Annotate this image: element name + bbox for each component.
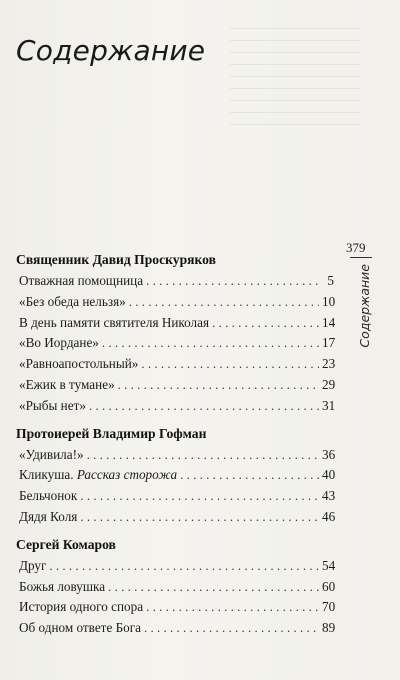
entry-title: «Без обеда нельзя» xyxy=(19,293,126,309)
entry-page: 46 xyxy=(322,508,336,524)
entry-title: Божья ловушка xyxy=(19,578,106,594)
entry-title: В день памяти святителя Николая xyxy=(19,314,210,330)
toc-entry xyxy=(16,292,334,313)
leader-dots xyxy=(89,396,319,417)
leader-dots xyxy=(146,597,319,618)
entry-page: 36 xyxy=(322,446,336,462)
leader-dots xyxy=(87,445,319,466)
leader-dots xyxy=(146,271,319,292)
page-title: Содержание xyxy=(16,34,206,67)
leader-dots xyxy=(144,618,319,639)
entry-page: 14 xyxy=(322,314,336,330)
section-author: Сергей Комаров xyxy=(16,536,116,552)
toc-section xyxy=(16,249,334,417)
toc-entry xyxy=(16,354,334,375)
leader-dots xyxy=(212,313,319,334)
entry-title: Дядя Коля xyxy=(19,508,78,524)
leader-dots xyxy=(129,292,319,313)
entry-page: 5 xyxy=(327,273,334,288)
toc-entry xyxy=(16,313,334,334)
entry-title xyxy=(19,465,177,486)
entry-page: 40 xyxy=(322,467,336,483)
entry-page: 10 xyxy=(322,293,336,309)
leader-dots xyxy=(80,486,319,507)
entry-page: 29 xyxy=(322,376,336,392)
toc-section xyxy=(16,423,334,528)
entry-title: Бельчонок xyxy=(19,488,78,504)
entry-title: Отважная помощница xyxy=(19,273,144,288)
table-of-contents xyxy=(16,249,334,639)
entry-page: 43 xyxy=(322,488,336,504)
leader-dots xyxy=(141,354,319,375)
bleed-through-lines xyxy=(230,28,360,148)
toc-entry xyxy=(16,577,334,598)
toc-entry xyxy=(16,445,334,466)
running-head: Содержание xyxy=(357,264,372,348)
entry-page: 54 xyxy=(322,557,336,573)
section-author: Священник Давид Проскуряков xyxy=(16,252,216,267)
entry-page: 31 xyxy=(322,397,336,413)
leader-dots xyxy=(102,333,319,354)
entry-title: «Ежик в тумане» xyxy=(19,376,115,392)
toc-entry xyxy=(16,618,334,639)
leader-dots xyxy=(118,375,319,396)
section-author: Протоиерей Владимир Гофман xyxy=(16,425,207,441)
entry-title: «Во Иордане» xyxy=(19,335,99,351)
entry-page: 70 xyxy=(322,599,336,615)
entry-title: Об одном ответе Бога xyxy=(19,620,142,636)
toc-entry xyxy=(16,375,334,396)
toc-entry xyxy=(16,597,334,618)
entry-title: «Удивила!» xyxy=(19,446,84,462)
entry-title: «Рыбы нет» xyxy=(19,397,86,413)
toc-entry xyxy=(16,556,334,577)
entry-title: «Равноапостольный» xyxy=(19,356,139,372)
toc-entry xyxy=(16,333,334,354)
leader-dots xyxy=(108,577,319,598)
toc-entry xyxy=(16,271,334,292)
entry-page: 60 xyxy=(322,578,336,594)
entry-title-italic: Рассказ сторожа xyxy=(76,467,178,483)
entry-title: Друг xyxy=(19,557,47,573)
entry-page: 17 xyxy=(322,335,336,351)
entry-title-main: Кликуша. xyxy=(19,467,77,483)
entry-page: 89 xyxy=(322,620,336,636)
toc-section xyxy=(16,534,334,639)
entry-page: 23 xyxy=(322,356,336,372)
leader-dots xyxy=(180,465,319,486)
folio-rule xyxy=(350,257,372,258)
toc-entry xyxy=(16,507,334,528)
page-number: 379 xyxy=(346,240,366,255)
entry-title: История одного спора xyxy=(19,599,144,615)
toc-entry xyxy=(16,465,334,486)
toc-entry xyxy=(16,396,334,417)
leader-dots xyxy=(49,556,319,577)
toc-entry xyxy=(16,486,334,507)
leader-dots xyxy=(80,507,319,528)
